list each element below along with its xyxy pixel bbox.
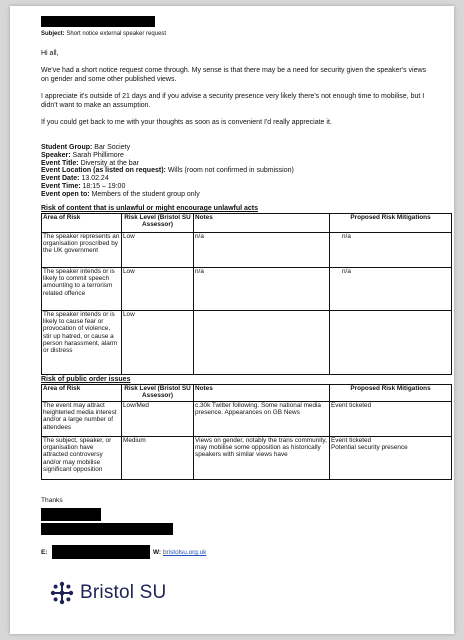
redaction-title [41,523,173,535]
t1-r1-level: Low [122,233,194,268]
t2-r1-notes: c.30k Twitter following. Some national media presence. Appearances on GB News [194,402,330,437]
paragraph-2: I appreciate it's outside of 21 days and if you advise a security presence very likely there's not enough time to mobilise, but I didn't want to make an assumption. [41,93,425,109]
redaction-top [41,16,155,27]
table2-title: Risk of public order issues [41,376,131,383]
detail-open-to: Event open to: Members of the student group only [41,190,200,198]
t1-r1-mitigations: n/a [330,233,452,268]
subject-text: Short notice external speaker request [66,31,167,37]
t2-header-notes: Notes [194,385,330,402]
t1-header-area: Area of Risk [42,214,122,233]
t1-r3-mitigations [330,311,452,375]
t2-r2-mitigations: Event ticketed Potential security presence [330,437,452,480]
t2-r1-level: Low/Med [122,402,194,437]
table-row [42,233,452,268]
detail-date: Event Date: 13.02.24 [41,175,109,183]
table-row [42,402,452,437]
detail-title: Event Title: Diversity at the bar [41,159,139,167]
event-details [41,144,294,199]
redaction-email [52,545,150,559]
t1-r3-area: The speaker intends or is likely to cause fear or provocation of violence, stir up hatred, or cause a person harassment, alarm or distress [42,311,122,375]
t2-header-level: Risk Level (Bristol SU Assessor) [122,385,194,402]
t1-r2-notes: n/a [194,268,330,311]
redaction-name [41,508,101,521]
t1-r1-area: The speaker represents an organisation proscribed by the UK government [42,233,122,268]
t2-r2-notes: Views on gender, notably the trans community, may mobilise some opposition as historically speakers with similar views have [194,437,330,480]
paragraph-3: If you could get back to me with your thoughts as soon as is convenient I'd really appreciate it. [41,119,332,126]
risk-table-public-order [41,384,452,480]
web-label: W: [153,549,162,556]
email-label: E: [41,549,48,556]
table-row [42,268,452,311]
t2-r1-area: The event may attract heightened media interest and/or a large number of attendees [42,402,122,437]
t2-r2-level: Medium [122,437,194,480]
bristol-su-logo [50,581,166,605]
t1-r2-area: The speaker intends or is likely to commit speech amounting to a terrorism related offence [42,268,122,311]
subject-label: Subject: [41,31,65,37]
subject-line [41,30,166,38]
detail-time: Event Time: 18:15 – 19:00 [41,182,126,190]
paragraph-1: We've had a short notice request come through. My sense is that there may be a need for security given the speaker's views on gender and some other published views. [41,67,427,83]
t2-header-mitigations: Proposed Risk Mitigations [330,385,452,402]
detail-location: Event Location (as listed on request): Wills (room not confirmed in submission) [41,167,294,175]
t2-r1-mitigations: Event ticketed [330,402,452,437]
table-row [42,311,452,375]
t1-r3-notes [194,311,330,375]
greeting: Hi all, [41,50,59,57]
t1-r3-level: Low [122,311,194,375]
t2-r2-area: The subject, speaker, or organisation have attracted controversy and/or may mobilise significant opposition [42,437,122,480]
t1-header-mitigations: Proposed Risk Mitigations [330,214,452,233]
detail-speaker: Speaker: Sarah Phillimore [41,151,124,159]
sign-off: Thanks [41,497,63,504]
t1-header-notes: Notes [194,214,330,233]
document-page [10,6,454,634]
table1-title: Risk of content that is unlawful or might encourage unlawful acts [41,205,259,212]
website-link[interactable]: bristolsu.org.uk [163,549,207,556]
t1-r2-mitigations: n/a [330,268,452,311]
t1-r2-level: Low [122,268,194,311]
bristol-su-emblem-icon [50,581,74,605]
risk-table-content [41,213,452,375]
table-row [42,437,452,480]
t1-header-level: Risk Level (Bristol SU Assessor) [122,214,194,233]
logo-text: Bristol SU [80,582,167,603]
detail-student-group: Student Group: Bar Society [41,144,131,151]
t2-header-area: Area of Risk [42,385,122,402]
t1-r1-notes: n/a [194,233,330,268]
